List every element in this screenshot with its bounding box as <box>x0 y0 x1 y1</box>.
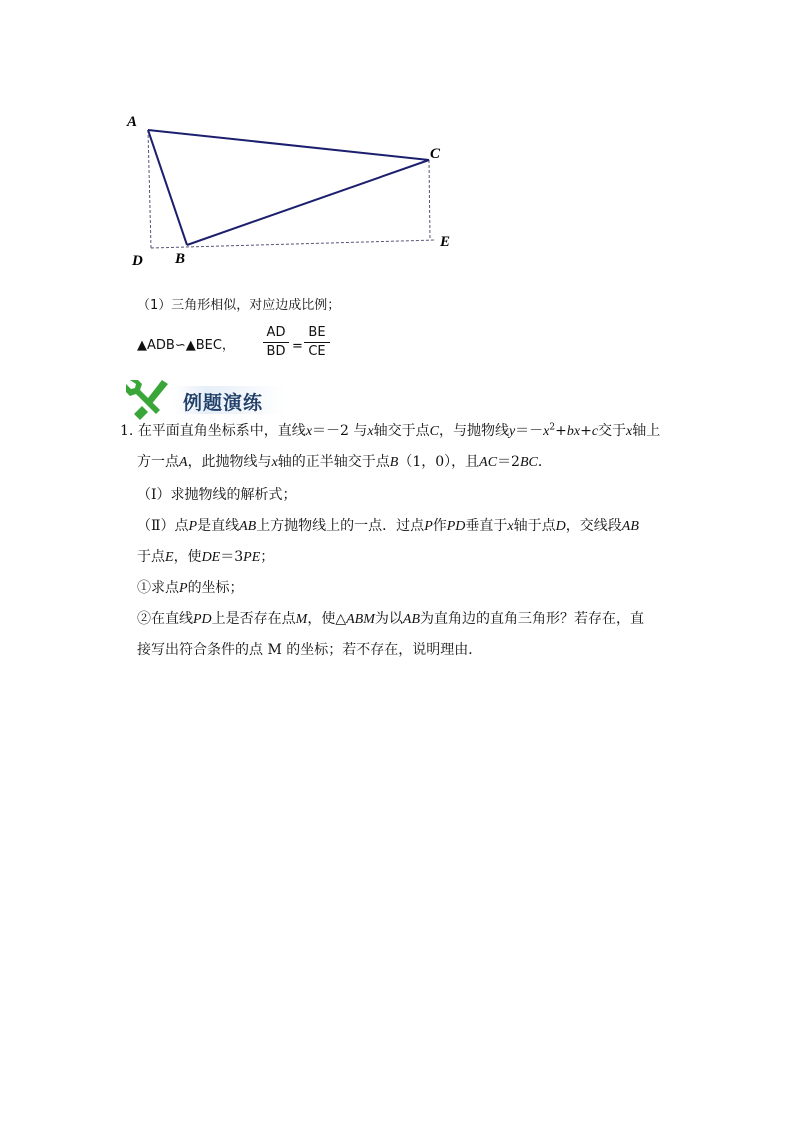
problem-line-7 <box>137 609 644 630</box>
math-var: y <box>508 424 516 439</box>
label-e: E <box>440 234 451 250</box>
problem-part-1: （Ⅰ）求抛物线的解析式； <box>137 487 297 503</box>
text: 于点 <box>137 549 165 565</box>
problem-number: 1. <box>120 423 134 439</box>
text: ； <box>260 549 275 565</box>
text: ． <box>537 454 552 470</box>
math-var: E <box>165 550 174 565</box>
math-var: A <box>179 455 188 470</box>
text: ，交线段 <box>565 518 622 534</box>
math-var: PD <box>446 519 466 534</box>
text: ②在直线 <box>137 611 193 627</box>
math-var: AB <box>621 519 639 534</box>
note-heading: （1）三角形相似，对应边成比例； <box>137 298 341 313</box>
dashed-line-ad <box>148 130 151 248</box>
text: 上是否存在点 <box>211 611 296 627</box>
problem-line-8: 接写出符合条件的点 M 的坐标；若不存在，说明理由． <box>137 642 483 658</box>
equals-sign: = <box>292 339 303 354</box>
label-c: C <box>430 146 441 162</box>
problem-line-2 <box>137 452 552 473</box>
fraction-right-denominator: CE <box>308 344 326 359</box>
math-var: BC <box>519 455 538 470</box>
math-var: AB <box>402 612 420 627</box>
text: 在平面直角坐标系中，直线 <box>137 423 306 439</box>
text: ＝－ <box>515 423 544 439</box>
math-var: x <box>543 424 550 439</box>
math-var: x <box>507 519 514 534</box>
math-var: DE <box>201 550 221 565</box>
text: 的坐标； <box>187 580 244 596</box>
math-var: AC <box>479 455 498 470</box>
text: ＝3 <box>220 549 244 565</box>
triangle-figure <box>120 100 480 275</box>
text: ＝2 <box>497 454 520 470</box>
label-b: B <box>175 251 186 267</box>
section-title: 例题演练 <box>183 392 264 414</box>
text: 轴上 <box>632 423 661 439</box>
superscript: 2 <box>549 422 556 433</box>
text: ①求点 <box>137 580 179 596</box>
dashed-line-de <box>151 240 436 248</box>
text: ，与抛物线 <box>438 423 509 439</box>
label-a: A <box>127 114 138 130</box>
text: ，使 <box>173 549 202 565</box>
text: + <box>555 423 567 439</box>
math-var: x <box>271 455 278 470</box>
text: （Ⅱ）点 <box>137 518 189 534</box>
side-ab <box>148 130 187 245</box>
text: ，使△ <box>307 611 347 627</box>
math-var: B <box>389 455 399 470</box>
fraction-right-numerator: BE <box>308 325 326 340</box>
side-bc <box>187 160 429 245</box>
text: ，此抛物线与 <box>187 454 272 470</box>
problem-line-6 <box>137 578 244 599</box>
text: 轴的正半轴交于点 <box>277 454 390 470</box>
fraction-left-numerator: AD <box>266 325 286 340</box>
math-var: P <box>424 519 433 534</box>
math-var: x <box>626 424 633 439</box>
math-var: AB <box>239 519 257 534</box>
similarity-statement: ▲ADB∽▲BEC， <box>137 338 235 353</box>
text: 轴交于点 <box>373 423 430 439</box>
fraction-left-denominator: BD <box>266 344 286 359</box>
math-var: P <box>188 519 198 534</box>
text: 为直角边的直角三角形？若存在，直 <box>420 611 644 627</box>
label-d: D <box>132 253 143 269</box>
math-var: PE <box>243 550 261 565</box>
text: 为以 <box>374 611 403 627</box>
math-var: x <box>367 424 374 439</box>
math-var: PD <box>193 612 212 627</box>
math-var: ABM <box>346 612 375 627</box>
problem-line-5 <box>137 547 274 568</box>
dashed-line-ce <box>429 160 430 240</box>
text: 是直线 <box>197 518 240 534</box>
text: 上方抛物线上的一点．过点 <box>256 518 425 534</box>
math-var: C <box>429 424 439 439</box>
text: 轴于点 <box>513 518 556 534</box>
math-var: D <box>555 519 566 534</box>
fraction-be-ce <box>304 325 330 360</box>
text: 方一点 <box>137 454 179 470</box>
text: （1，0），且 <box>398 454 480 470</box>
math-var: M <box>295 612 308 627</box>
text: + <box>580 423 592 439</box>
math-var: x <box>305 424 313 439</box>
fraction-ad-bd <box>263 325 289 360</box>
problem-line-1 <box>120 421 660 442</box>
math-var: c <box>591 424 599 439</box>
text: ＝－2 与 <box>312 423 368 439</box>
text: 交于 <box>598 423 627 439</box>
math-var: bx <box>566 424 581 439</box>
text: 垂直于 <box>465 518 508 534</box>
math-var: P <box>179 581 188 596</box>
problem-line-4 <box>137 516 639 537</box>
text: 作 <box>432 518 447 534</box>
side-ac <box>148 130 429 160</box>
